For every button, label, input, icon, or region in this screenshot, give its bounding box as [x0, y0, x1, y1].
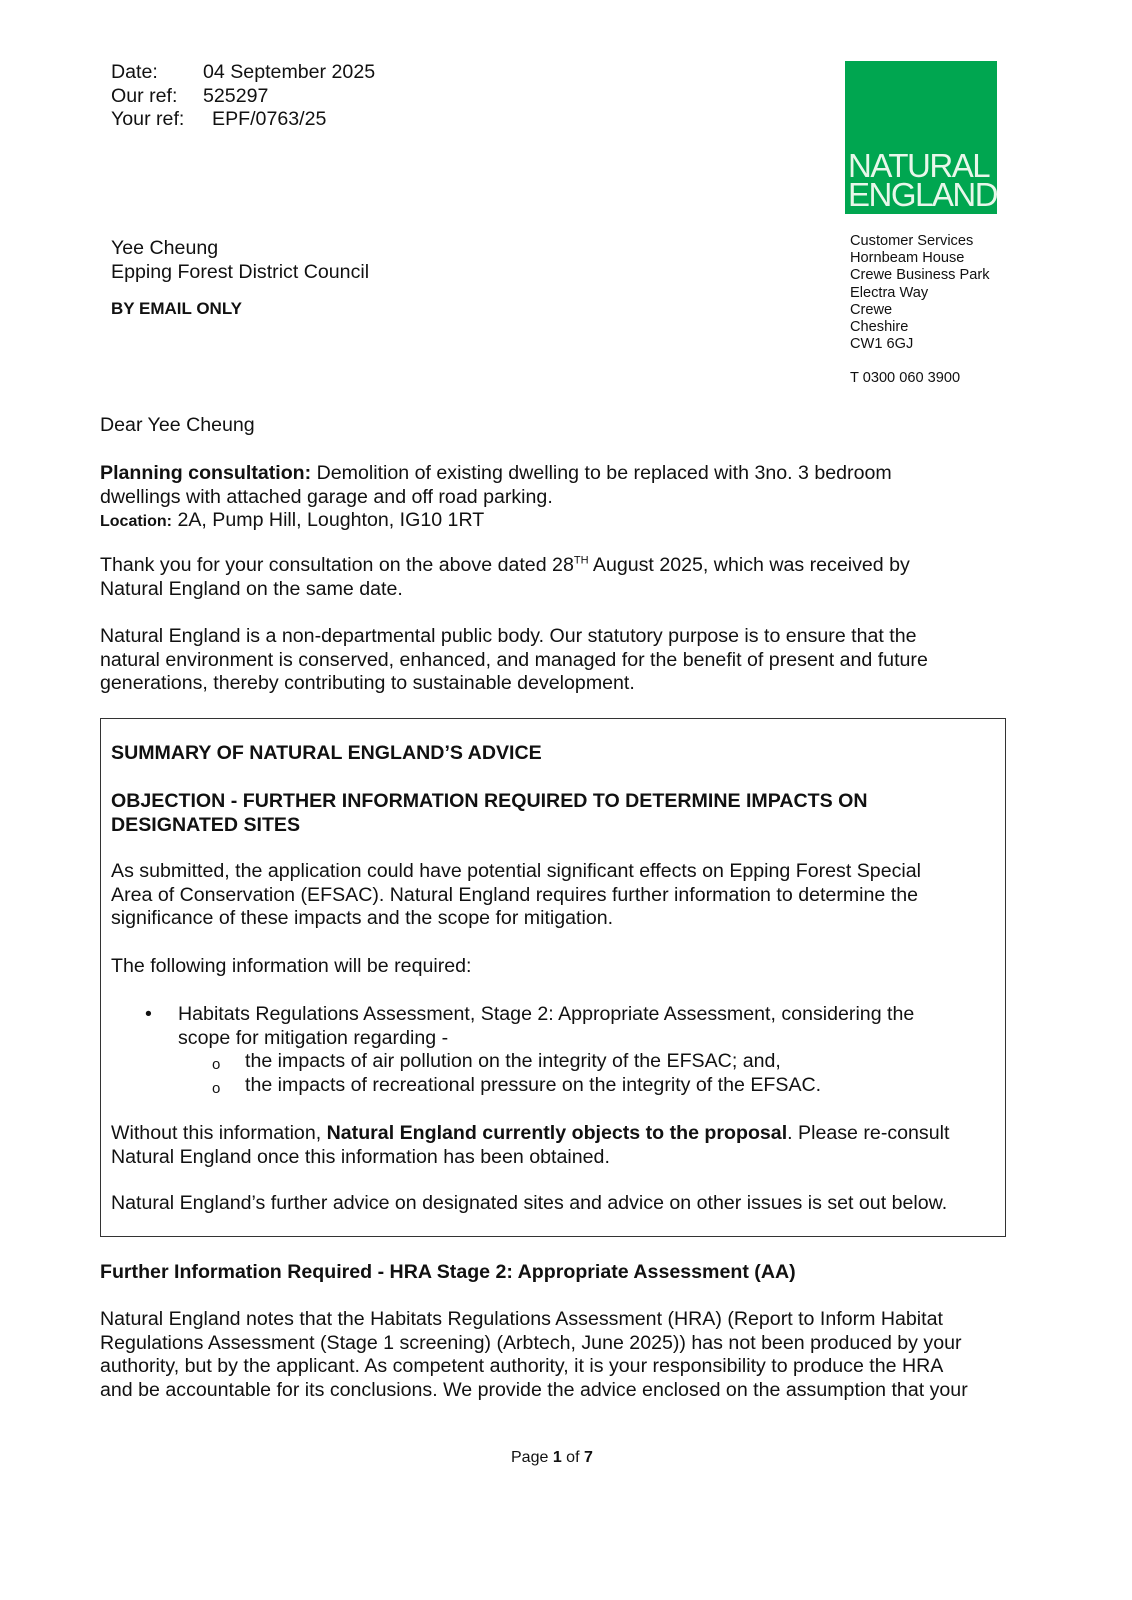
location-value: 2A, Pump Hill, Loughton, IG10 1RT	[172, 509, 485, 531]
our-ref-value: 525297	[203, 84, 269, 107]
bullet-line: Habitats Regulations Assessment, Stage 2: Appropriate Assessment, considering the	[178, 1003, 915, 1025]
intro-line: Natural England is a non-departmental public body. Our statutory purpose is to ensure that the	[100, 625, 917, 647]
page-total: 7	[583, 1449, 593, 1466]
objection-heading	[111, 790, 868, 837]
logo-line1: NATURAL	[848, 147, 990, 184]
address-line: Electra Way	[850, 284, 929, 301]
statement-text: Natural England once this information has been obtained.	[111, 1145, 610, 1168]
bullet-line: scope for mitigation regarding -	[178, 1026, 449, 1049]
delivery-method: BY EMAIL ONLY	[111, 299, 242, 318]
section-heading: Further Information Required - HRA Stage 2: Appropriate Assessment (AA)	[100, 1261, 796, 1283]
address-line: Cheshire	[850, 319, 909, 336]
statement-text: Without this information,	[111, 1122, 327, 1144]
date-label: Date:	[111, 61, 158, 83]
required-intro: The following information will be required:	[111, 955, 472, 977]
salutation: Dear Yee Cheung	[100, 414, 255, 436]
consultation-block	[100, 462, 892, 534]
your-ref-label: Your ref:	[111, 108, 185, 130]
effects-line: As submitted, the application could have potential significant effects on Epping Forest Special	[111, 860, 922, 882]
address-line: Crewe	[850, 301, 893, 318]
summary-box	[100, 718, 1006, 1237]
reference-block	[111, 61, 375, 132]
objection-line: DESIGNATED SITES	[111, 813, 301, 836]
consultation-label: Planning consultation:	[100, 462, 312, 484]
bullet-icon: •	[145, 1003, 152, 1025]
our-ref-label: Our ref:	[111, 84, 178, 107]
address-line: CW1 6GJ	[850, 336, 914, 353]
further-advice-note: Natural England’s further advice on designated sites and advice on other issues is set out below.	[111, 1192, 948, 1214]
objection-line: OBJECTION - FURTHER INFORMATION REQUIRED TO DETERMINE IMPACTS ON	[111, 790, 868, 812]
consultation-desc-2: dwellings with attached garage and off road parking.	[100, 485, 553, 508]
thanks-text: August 2025, which was received by	[588, 554, 910, 576]
location-label: Location:	[100, 513, 172, 530]
objection-emphasis: Natural England currently objects to the proposal	[326, 1122, 788, 1144]
page-label: Page	[511, 1449, 553, 1466]
date-suffix: TH	[573, 554, 589, 567]
bullet-item	[178, 1003, 914, 1050]
effects-paragraph	[111, 860, 921, 931]
summary-title: SUMMARY OF NATURAL ENGLAND’S ADVICE	[111, 742, 542, 764]
page-number: 1	[552, 1449, 562, 1466]
effects-line: significance of these impacts and the scope for mitigation.	[111, 907, 614, 929]
section-line: and be accountable for its conclusions. We provide the advice enclosed on the assumption that your	[100, 1378, 968, 1401]
section-line: Regulations Assessment (Stage 1 screening) (Arbtech, June 2025)) has not been produced by your	[100, 1331, 962, 1354]
phone-number: T 0300 060 3900	[850, 370, 961, 387]
address-line: Crewe Business Park	[850, 267, 990, 284]
circle-bullet-icon: o	[212, 1056, 221, 1073]
intro-line: natural environment is conserved, enhanced, and managed for the benefit of present and future	[100, 648, 928, 671]
page-footer	[511, 1446, 593, 1470]
consultation-desc-1: Demolition of existing dwelling to be replaced with 3no. 3 bedroom	[311, 462, 892, 484]
intro-paragraph	[100, 625, 928, 696]
thanks-text: Natural England on the same date.	[100, 577, 403, 600]
natural-england-logo	[845, 61, 997, 214]
statement-text: . Please re-consult	[787, 1122, 950, 1144]
thanks-text: Thank you for your consultation on the above dated 28	[100, 554, 574, 576]
recipient-name: Yee Cheung	[111, 237, 219, 259]
thanks-paragraph	[100, 554, 910, 601]
objection-statement	[111, 1122, 949, 1169]
section-paragraph	[100, 1308, 968, 1402]
logo-line2: ENGLAND	[848, 176, 998, 213]
section-line: authority, but by the applicant. As competent authority, it is your responsibility to produce the HRA	[100, 1355, 944, 1377]
address-line: Customer Services	[850, 233, 974, 249]
sub-bullet: the impacts of recreational pressure on the integrity of the EFSAC.	[245, 1074, 822, 1096]
recipient-block	[111, 237, 369, 321]
your-ref-value: EPF/0763/25	[212, 108, 327, 130]
intro-line: generations, thereby contributing to sustainable development.	[100, 672, 635, 694]
recipient-org: Epping Forest District Council	[111, 260, 370, 283]
date-value: 04 September 2025	[203, 61, 376, 83]
sender-address	[850, 233, 990, 388]
section-line: Natural England notes that the Habitats Regulations Assessment (HRA) (Report to Inform Habitat	[100, 1308, 943, 1330]
address-line: Hornbeam House	[850, 250, 965, 267]
effects-line: Area of Conservation (EFSAC). Natural England requires further information to determine the	[111, 883, 918, 906]
circle-bullet-icon: o	[212, 1080, 221, 1097]
sub-bullet: the impacts of air pollution on the integrity of the EFSAC; and,	[245, 1050, 781, 1072]
page-of: of	[561, 1449, 584, 1466]
